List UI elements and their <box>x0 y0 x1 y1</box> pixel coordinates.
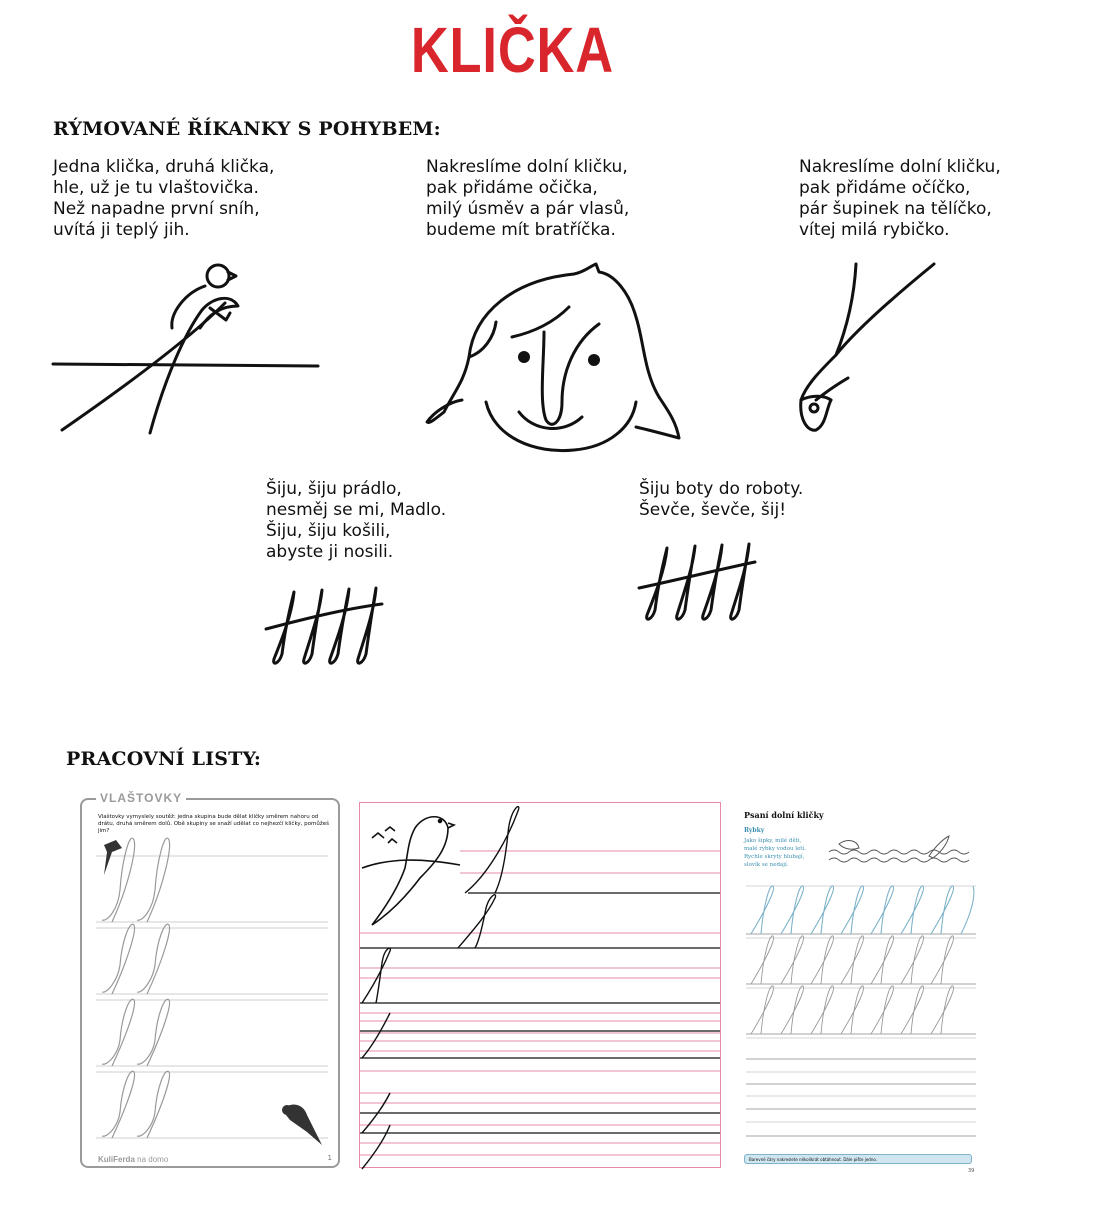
rhyme-line: pár šupinek na tělíčko, <box>799 199 992 219</box>
rhyme-face <box>426 157 629 241</box>
worksheet-title: Psaní dolní kličky <box>744 810 824 820</box>
bird-on-wire-icon <box>362 817 460 925</box>
fish-drawing <box>796 260 941 438</box>
page-number: 1 <box>327 1154 332 1162</box>
rhyme-line: nesměj se mi, Madlo. <box>266 500 447 520</box>
face-drawing <box>424 262 682 458</box>
rhyme-line: Šiju, šiju prádlo, <box>266 479 402 499</box>
worksheet-title: VLAŠTOVKY <box>96 791 186 805</box>
rhyme-fish <box>799 157 1001 241</box>
poem-line: slovík se nedají. <box>744 862 789 868</box>
rhyme-sewing-2 <box>639 479 803 521</box>
worksheet-handwriting-lines <box>359 802 721 1168</box>
brand-name: KuliFerda <box>98 1155 135 1164</box>
rhyme-line: hle, už je tu vlaštovička. <box>53 178 259 198</box>
worksheet-lower-loop <box>741 800 999 1192</box>
rhyme-line: Jedna klička, druhá klička, <box>53 157 275 177</box>
rhyme-line: Než napadne první sníh, <box>53 199 260 219</box>
rhyme-line: Šiju boty do roboty. <box>639 479 804 499</box>
rhyme-line: Nakreslíme dolní kličku, <box>799 157 1001 177</box>
swallow-on-wire-drawing <box>50 258 325 438</box>
poem-line: Jako šipky, milé děti, <box>744 838 802 844</box>
swallow-icon <box>104 840 122 875</box>
stitch-loops-drawing <box>264 584 389 669</box>
page-number: 39 <box>968 1168 975 1174</box>
rhyme-line: milý úsměv a pár vlasů, <box>426 199 630 219</box>
worksheet-footer-note: Barevné čáry nakreslete několikrát obtáhnout. Dále pište jedno. <box>744 1154 972 1164</box>
rhyme-line: Nakreslíme dolní kličku, <box>426 157 628 177</box>
rhymes-heading: RÝMOVANÉ ŘÍKANKY S POHYBEM: <box>53 118 441 140</box>
rhyme-line: vítej milá rybičko. <box>799 220 950 240</box>
poem-title: Rybky <box>744 827 765 834</box>
rhyme-line: uvítá ji teplý jih. <box>53 220 190 240</box>
rhyme-line: Ševče, ševče, šij! <box>639 500 787 520</box>
poem-line: malé rybky vodou letí. <box>744 846 806 852</box>
swallow-icon <box>282 1105 322 1145</box>
rhyme-sewing-1 <box>266 479 446 563</box>
worksheet-footer-brand <box>98 1155 168 1164</box>
brand-suffix: na domo <box>137 1155 169 1164</box>
stitch-loops-drawing <box>637 540 762 625</box>
rhyme-line: budeme mít bratříčka. <box>426 220 616 240</box>
rhyme-line: abyste ji nosili. <box>266 542 394 562</box>
rhyme-line: pak přidáme očička, <box>426 178 598 198</box>
handwriting-lines <box>360 803 722 1169</box>
rhyme-line: Šiju, šiju košili, <box>266 521 391 541</box>
worksheet-instructions: Vlaštovky vymyslely soutěž: jedna skupina bude dělat kličky směrem nahoru od drátu, druhá směrem dolů. Obě skupiny se snaží udělat co nejhezčí kličky, pomůžeš jim? <box>98 814 330 834</box>
poem <box>744 837 806 869</box>
page-title: KLIČKA <box>410 14 614 86</box>
rhyme-line: pak přidáme očíčko, <box>799 178 971 198</box>
poem-line: Rychle skryty hlubají, <box>744 854 805 860</box>
worksheet-swallows <box>80 791 340 1168</box>
fish-waves-icon <box>829 834 969 874</box>
rhyme-swallow <box>53 157 274 241</box>
handwriting-lines <box>82 800 342 1170</box>
handwriting-lines <box>741 884 999 1154</box>
worksheets-heading: PRACOVNÍ LISTY: <box>66 748 262 770</box>
